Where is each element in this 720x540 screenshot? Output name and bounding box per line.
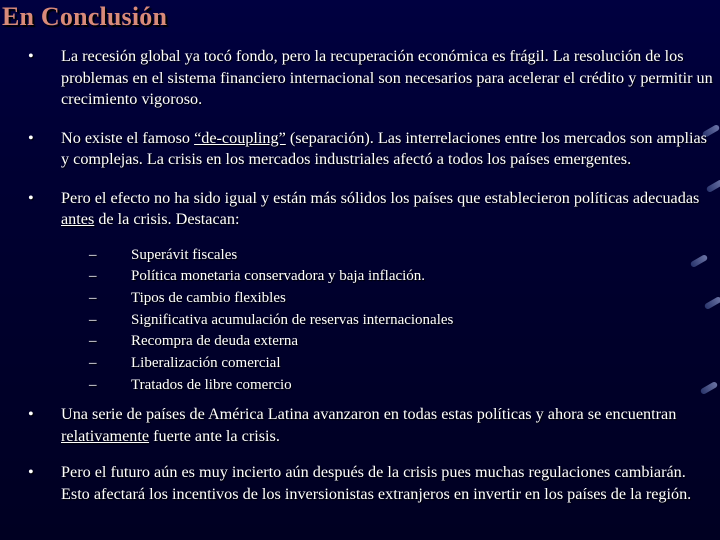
slide-title: En Conclusión [2, 2, 168, 31]
dash-marker: – [89, 268, 97, 285]
policy-sublist [0, 245, 720, 397]
bullet-item [0, 46, 720, 111]
sublist-item: – Tratados de libre comercio [131, 375, 720, 397]
bullet-text: La recesión global ya tocó fondo, pero la recuperación económica es frágil. La resolución de los problemas en el sistema financiero internacional son necesarios para acelerar el crédito y permitir un crecimiento vigoroso. [61, 47, 713, 108]
bullet-marker: • [28, 47, 34, 65]
sublist-item: – Política monetaria conservadora y baja inflación. [131, 266, 720, 288]
slide-body [0, 38, 720, 505]
bullet-marker: • [28, 463, 34, 482]
bullet-marker: • [28, 128, 34, 147]
bullet-text: Pero el efecto no ha sido igual y están más sólidos los países que establecieron políticas adecuadas antes de la crisis. Destacan: [61, 188, 700, 228]
underlined-term: relativamente [61, 426, 150, 445]
sublist-item: – Liberalización comercial [131, 353, 720, 375]
dash-marker: – [89, 355, 97, 372]
dash-marker: – [89, 311, 97, 328]
sublist-item: – Recompra de deuda externa [131, 331, 720, 353]
dash-marker: – [89, 333, 97, 350]
bullet-text: Una serie de países de América Latina avanzaron en todas estas políticas y ahora se encuentran relativamente fuerte ante la crisis. [61, 405, 677, 445]
sublist-item: – Tipos de cambio flexibles [131, 288, 720, 310]
dash-marker: – [89, 376, 97, 393]
bullet-item [0, 404, 720, 447]
dash-marker: – [89, 246, 97, 263]
dash-marker: – [89, 289, 97, 306]
underlined-term: antes [61, 210, 95, 228]
bullet-marker: • [28, 405, 34, 424]
bullet-item [0, 462, 720, 505]
bullet-text: Pero el futuro aún es muy incierto aún después de la crisis pues muchas regulaciones cambiarán. Esto afectará los incentivos de los inversionistas extranjeros en invertir en los países de la región. [61, 463, 692, 503]
sublist-item: – Significativa acumulación de reservas internacionales [131, 310, 720, 332]
underlined-term: “de-coupling” [194, 128, 286, 147]
bullet-marker: • [28, 188, 34, 207]
bullet-item [0, 188, 720, 231]
bullet-text: No existe el famoso “de-coupling” (separación). Las interrelaciones entre los mercados son amplias y complejas. La crisis en los mercados industriales afectó a todos los países emergentes. [61, 128, 707, 168]
sublist-item: – Superávit fiscales [131, 245, 720, 267]
bullet-item [0, 128, 720, 171]
